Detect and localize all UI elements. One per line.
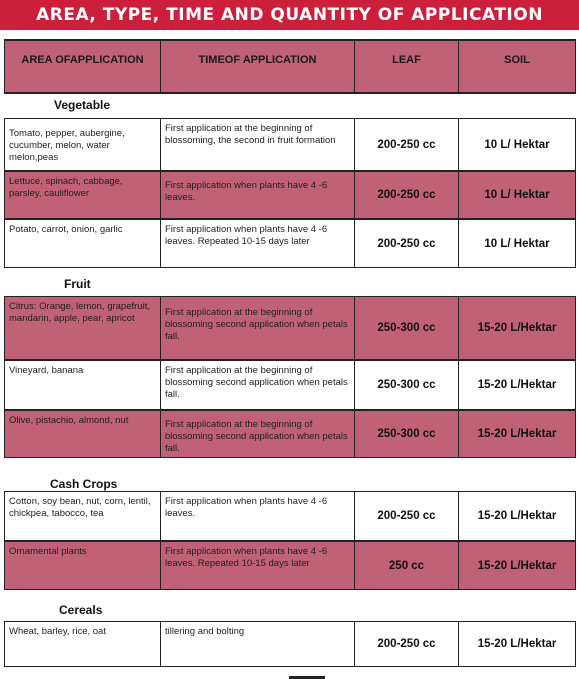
table-row: [4, 296, 576, 360]
cell-soil: 15-20 L/Hektar: [459, 622, 576, 666]
table-row: [4, 118, 576, 171]
cell-area: Vineyard, banana: [4, 361, 161, 409]
cell-time: First application when plants have 4 -6 leaves. Repeated 10-15 days later: [161, 220, 355, 267]
cell-soil: 15-20 L/Hektar: [459, 492, 576, 540]
cell-leaf: 250-300 cc: [355, 361, 459, 409]
section-label-cereals: Cereals: [59, 603, 103, 617]
table-row: [4, 219, 576, 268]
page-title: AREA, TYPE, TIME AND QUANTITY OF APPLICATION: [0, 0, 579, 30]
table-row: [4, 171, 576, 219]
cell-leaf: 250-300 cc: [355, 411, 459, 457]
cell-leaf: 250 cc: [355, 542, 459, 589]
cell-leaf: 200-250 cc: [355, 622, 459, 666]
cell-time: First application when plants have 4 -6 leaves. Repeated 10-15 days later: [161, 542, 355, 589]
cell-leaf: 200-250 cc: [355, 119, 459, 170]
cell-area: Citrus: Orange, lemon, grapefruit, mandarin, apple, pear, apricot: [4, 297, 161, 359]
table-header: [4, 39, 576, 94]
cell-time: First application at the beginning of blossoming second application when petals fall.: [161, 411, 355, 457]
table-row: [4, 621, 576, 667]
section-label-vegetable: Vegetable: [54, 98, 111, 112]
header-time: TIMEOF APPLICATION: [161, 41, 355, 92]
section-label-fruit: Fruit: [64, 277, 91, 291]
cell-leaf: 200-250 cc: [355, 492, 459, 540]
section-label-cash-crops: Cash Crops: [50, 477, 118, 491]
table-row: [4, 491, 576, 541]
cell-area: Wheat, barley, rice, oat: [4, 622, 161, 666]
cell-time: First application at the beginning of blossoming, the second in fruit formation: [161, 119, 355, 170]
cell-soil: 15-20 L/Hektar: [459, 297, 576, 359]
cell-time: First application when plants have 4 -6 leaves.: [161, 492, 355, 540]
cell-soil: 10 L/ Hektar: [459, 172, 576, 218]
cell-area: Olive, pistachio, almond, nut: [4, 411, 161, 457]
cell-time: First application at the beginning of blossoming second application when petals fall.: [161, 297, 355, 359]
header-soil: SOIL: [459, 41, 576, 92]
cell-area: Tomato, pepper, aubergine, cucumber, melon, water melon,peas: [4, 119, 161, 170]
cell-time: First application when plants have 4 -6 leaves.: [161, 172, 355, 218]
cell-soil: 15-20 L/Hektar: [459, 542, 576, 589]
cell-leaf: 250-300 cc: [355, 297, 459, 359]
cell-time: tillering and bolting: [161, 622, 355, 666]
header-area: AREA OFAPPLICATION: [4, 41, 161, 92]
cell-leaf: 200-250 cc: [355, 220, 459, 267]
cell-leaf: 200-250 cc: [355, 172, 459, 218]
cell-area: Lettuce, spinach, cabbage, parsley, cauliflower: [4, 172, 161, 218]
cell-soil: 15-20 L/Hektar: [459, 361, 576, 409]
table-row: [4, 541, 576, 590]
title-divider: [0, 30, 579, 36]
cell-soil: 10 L/ Hektar: [459, 119, 576, 170]
cell-soil: 15-20 L/Hektar: [459, 411, 576, 457]
table-row: [4, 360, 576, 410]
header-leaf: LEAF: [355, 41, 459, 92]
cell-area: Cotton, soy bean, nut, corn, lentil, chickpea, tabocco, tea: [4, 492, 161, 540]
cell-soil: 10 L/ Hektar: [459, 220, 576, 267]
cell-time: First application at the beginning of blossoming second application when petals fall.: [161, 361, 355, 409]
cell-area: Potato, carrot, onion, garlic: [4, 220, 161, 267]
table-row: [4, 410, 576, 458]
cell-area: Ornamental plants: [4, 542, 161, 589]
